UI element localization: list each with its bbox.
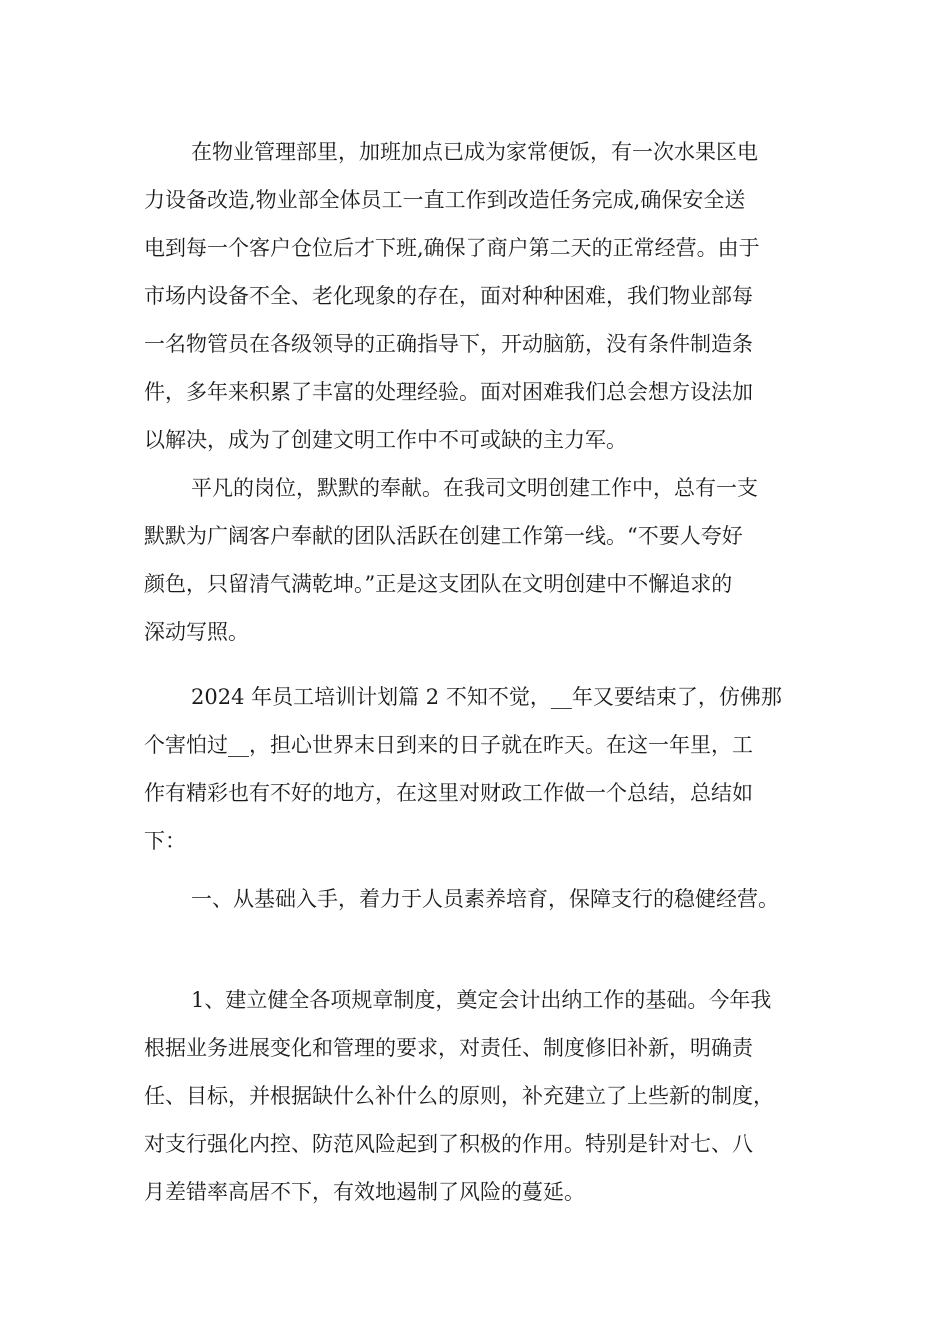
paragraph-2-line-4: 深动写照。 xyxy=(144,620,249,644)
paragraph-2-line-3: 颜色，只留清气满乾坤。”正是这支团队在文明创建中不懈追求的 xyxy=(144,572,733,596)
paragraph-5-line-5: 月差错率高居不下，有效地遏制了风险的蔓延。 xyxy=(144,1180,585,1204)
paragraph-5-line-1: 1、建立健全各项规章制度，奠定会计出纳工作的基础。今年我 xyxy=(191,988,772,1012)
paragraph-1-line-5: 一名物管员在各级领导的正确指导下，开动脑筋，没有条件制造条 xyxy=(144,332,753,356)
paragraph-1-line-2: 力设备改造,物业部全体员工一直工作到改造任务完成,确保安全送 xyxy=(144,188,746,212)
paragraph-5-line-3: 任、目标，并根据缺什么补什么的原则，补充建立了上些新的制度， xyxy=(144,1084,774,1108)
paragraph-3-line-2: 个害怕过__，担心世界末日到来的日子就在昨天。在这一年里，工 xyxy=(144,733,753,757)
paragraph-1-line-3: 电到每一个客户仓位后才下班,确保了商户第二天的正常经营。由于 xyxy=(144,236,760,260)
paragraph-1-line-6: 件，多年来积累了丰富的处理经验。面对困难我们总会想方设法加 xyxy=(144,380,753,404)
paragraph-5-line-4: 对支行强化内控、防范风险起到了积极的作用。特别是针对七、八 xyxy=(144,1132,753,1156)
paragraph-1-line-7: 以解决，成为了创建文明工作中不可或缺的主力军。 xyxy=(144,428,627,452)
paragraph-1-line-1: 在物业管理部里，加班加点已成为家常便饭，有一次水果区电 xyxy=(191,140,758,164)
paragraph-2-line-2: 默默为广阔客户奉献的团队活跃在创建工作第一线。“不要人夸好 xyxy=(144,524,743,548)
paragraph-3-line-3: 作有精彩也有不好的地方，在这里对财政工作做一个总结，总结如 xyxy=(144,781,753,805)
section-heading: 一、从基础入手，着力于人员素养培育，保障支行的稳健经营。 xyxy=(191,887,779,911)
paragraph-2-line-1: 平凡的岗位，默默的奉献。在我司文明创建工作中，总有一支 xyxy=(191,476,758,500)
paragraph-3-line-1: 2024 年员工培训计划篇 2 不知不觉，__年又要结束了，仿佛那 xyxy=(191,685,782,709)
paragraph-1-line-4: 市场内设备不全、老化现象的存在，面对种种困难，我们物业部每 xyxy=(144,284,753,308)
paragraph-3-line-4: 下： xyxy=(144,829,186,853)
paragraph-5-line-2: 根据业务进展变化和管理的要求，对责任、制度修旧补新，明确责 xyxy=(144,1036,753,1060)
